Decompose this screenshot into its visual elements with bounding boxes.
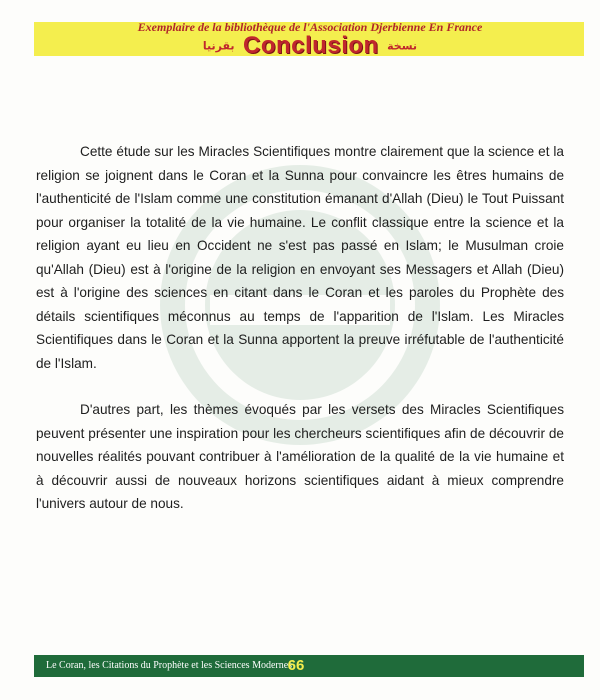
library-note: Exemplaire de la bibliothèque de l'Association Djerbienne En France xyxy=(137,20,483,34)
arabic-label-left: بقرنيا xyxy=(202,39,235,53)
page-title: Conclusion xyxy=(243,32,379,59)
header-title-row xyxy=(40,32,580,60)
page-number: 66 xyxy=(287,657,305,674)
footer-book-title: Le Coran, les Citations du Prophète et les Sciences Modernes xyxy=(46,660,293,671)
paragraph-1: Cette étude sur les Miracles Scientifiques montre clairement que la science et la religion se joignent dans le Coran et la Sunna pour convaincre les êtres humains de l'authenticité de l'Islam comme une constitution émanant d'Allah (Dieu) le Tout Puissant pour organiser la totalité de la vie humaine. Le conflit classique entre la science et la religion ayant eu lieu en Occident ne s'est pas passé en Islam; le Musulman croie qu'Allah (Dieu) est à l'origine de la religion en envoyant ses Messagers et Allah (Dieu) est à l'origine des sciences en citant dans le Coran et les paroles du Prophète des détails scientifiques méconnus au temps de l'apparition de l'Islam. Les Miracles Scientifiques dans le Coran et la Sunna apportent la preuve irréfutable de l'authenticité de l'Islam. xyxy=(36,144,564,371)
conclusion-body xyxy=(36,140,564,516)
arabic-label-right: نسخة xyxy=(387,39,418,53)
paragraph-2: D'autres part, les thèmes évoqués par les versets des Miracles Scientifiques peuvent présenter une inspiration pour les chercheurs scientifiques afin de découvrir de nouvelles réalités pouvant contribuer à l'amélioration de la qualité de la vie humaine et à découvrir aussi de nouveaux horizons scientifiques aidant à mieux comprendre l'univers autour de nous. xyxy=(36,402,564,511)
